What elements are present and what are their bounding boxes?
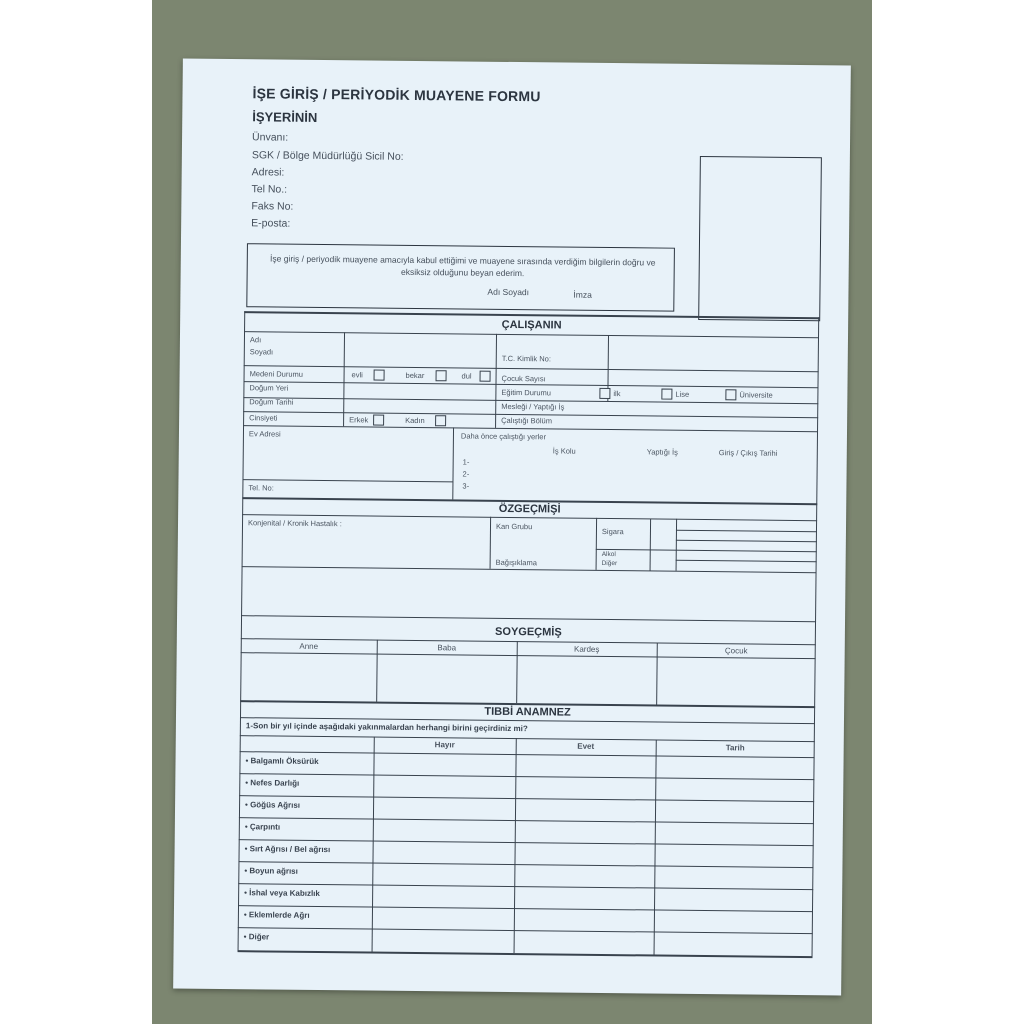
row-line	[239, 817, 814, 824]
row-line	[676, 560, 817, 563]
label-sigara: Sigara	[601, 526, 624, 537]
col-line	[452, 427, 454, 499]
label-egitim: Eğitim Durumu	[501, 387, 552, 398]
soygecmis-col-baba: Baba	[437, 643, 457, 653]
employer-field-eposta: E-posta:	[251, 217, 291, 230]
declaration-sign-label: İmza	[573, 289, 592, 300]
photo-box	[698, 156, 822, 321]
col-line	[650, 518, 652, 570]
row-line	[238, 905, 813, 912]
anamnez-row-6: • Boyun ağrısı	[244, 866, 298, 876]
label-evli: evli	[351, 370, 363, 380]
row-line	[239, 795, 814, 802]
label-num-3: 3-	[462, 481, 470, 491]
label-kan-grubu: Kan Grubu	[495, 521, 533, 532]
anamnez-row-5: • Sırt Ağrısı / Bel ağrısı	[244, 844, 331, 855]
ozgecmis-heading: ÖZGEÇMİŞİ	[498, 502, 561, 516]
anamnez-row-7: • İshal veya Kabızlık	[244, 888, 320, 899]
label-bolum: Çalıştığı Bölüm	[501, 415, 553, 426]
soygecmis-col-kardes: Kardeş	[573, 644, 600, 654]
employer-field-faks: Faks No:	[251, 200, 294, 213]
form-title: İŞE GİRİŞ / PERİYODİK MUAYENE FORMU	[252, 85, 541, 105]
anamnez-row-8: • Eklemlerde Ağrı	[243, 910, 310, 920]
col-line	[372, 737, 375, 952]
row-line	[676, 540, 817, 543]
anamnez-row-9: • Diğer	[243, 932, 270, 942]
label-dul: dul	[461, 371, 472, 381]
anamnez-col-tarih: Tarih	[725, 743, 745, 753]
col-line	[676, 519, 678, 571]
declaration-text: İşe giriş / periyodik muayene amacıyla kabul ettiğimi ve muayene sırasında verdiğim bilgilerin doğru ve eksiksiz olduğunu beyan ederim.	[269, 253, 656, 279]
label-tc: T.C. Kimlik No:	[501, 353, 551, 364]
label-soyadi: Soyadı	[249, 347, 274, 357]
employer-heading: İŞYERİNİN	[252, 109, 318, 125]
label-alkol: Alkol	[601, 550, 616, 559]
row-line	[242, 479, 452, 482]
soygecmis-col-anne: Anne	[299, 641, 319, 651]
anamnez-question: 1-Son bir yıl içinde aşağıdaki yakınmalardan herhangi birini geçirdiniz mi?	[245, 721, 528, 734]
label-medeni: Medeni Durumu	[249, 369, 303, 379]
anamnez-col-hayir: Hayır	[434, 740, 455, 750]
employer-field-sgk: SGK / Bölge Müdürlüğü Sicil No:	[251, 149, 404, 163]
anamnez-heading: TIBBİ ANAMNEZ	[484, 705, 571, 719]
checkbox-erkek[interactable]	[373, 415, 384, 426]
row-line	[241, 615, 816, 622]
calisan-heading: ÇALIŞANIN	[501, 318, 562, 332]
label-dogum-tarihi: Doğum Tarihi	[249, 397, 294, 407]
employer-field-tel: Tel No.:	[251, 183, 288, 196]
col-line	[654, 740, 657, 955]
row-line	[238, 861, 813, 868]
anamnez-row-1: • Balgamlı Öksürük	[245, 756, 319, 766]
anamnez-row-4: • Çarpıntı	[244, 822, 281, 832]
label-tel: Tel. No:	[248, 483, 274, 493]
label-num-2: 2-	[462, 469, 470, 479]
label-universite: Üniversite	[739, 390, 773, 400]
anamnez-row-2: • Nefes Darlığı	[245, 778, 300, 788]
checkbox-lise[interactable]	[661, 389, 672, 400]
label-yaptigi-is: Yaptığı İş	[646, 447, 678, 457]
declaration-box	[246, 243, 675, 311]
row-line	[596, 549, 817, 553]
label-giris-cikis: Giriş / Çıkış Tarihi	[718, 448, 778, 458]
label-ev-adresi: Ev Adresi	[248, 429, 281, 439]
row-line	[242, 566, 817, 573]
label-dogum-yeri: Doğum Yeri	[249, 383, 289, 393]
label-diger: Diğer	[601, 559, 618, 568]
checkbox-bekar[interactable]	[436, 370, 447, 381]
declaration-name-label: Adı Soyadı	[487, 286, 530, 298]
anamnez-col-evet: Evet	[577, 741, 595, 751]
label-bagisiklama: Bağışıklama	[495, 557, 537, 568]
checkbox-ilk[interactable]	[599, 388, 610, 399]
label-cocuk: Çocuk Sayısı	[501, 373, 546, 384]
checkbox-dul[interactable]	[480, 371, 491, 382]
row-line	[239, 773, 814, 780]
label-onceki-yerler: Daha önce çalıştığı yerler	[460, 431, 547, 442]
soygecmis-col-cocuk: Çocuk	[724, 646, 748, 656]
col-line	[490, 517, 492, 569]
label-cinsiyet: Cinsiyeti	[249, 413, 278, 423]
label-kadin: Kadın	[405, 415, 425, 426]
row-line	[238, 883, 813, 890]
table-bottom-border	[238, 950, 813, 958]
label-is-kolu: İş Kolu	[552, 446, 576, 456]
col-line	[514, 738, 517, 953]
checkbox-kadin[interactable]	[435, 415, 446, 426]
label-adi: Adı	[249, 335, 262, 345]
label-ilk: ilk	[613, 389, 621, 399]
label-konjenital: Konjenital / Kronik Hastalık :	[247, 518, 342, 529]
label-meslek: Mesleği / Yaptığı İş	[501, 401, 565, 412]
col-line	[596, 518, 598, 570]
row-line	[238, 927, 813, 934]
employer-field-adres: Adresi:	[251, 166, 285, 179]
label-lise: Lise	[675, 389, 690, 399]
label-erkek: Erkek	[349, 415, 369, 425]
row-line	[676, 530, 817, 533]
checkbox-evli[interactable]	[374, 370, 385, 381]
employer-field-unvan: Ünvanı:	[252, 131, 289, 144]
anamnez-row-3: • Göğüs Ağrısı	[245, 800, 301, 810]
label-num-1: 1-	[462, 457, 470, 467]
checkbox-universite[interactable]	[725, 389, 736, 400]
form-paper	[173, 59, 851, 996]
row-line	[244, 365, 819, 372]
label-bekar: bekar	[405, 370, 425, 381]
soygecmis-heading: SOYGEÇMİŞ	[495, 625, 562, 639]
